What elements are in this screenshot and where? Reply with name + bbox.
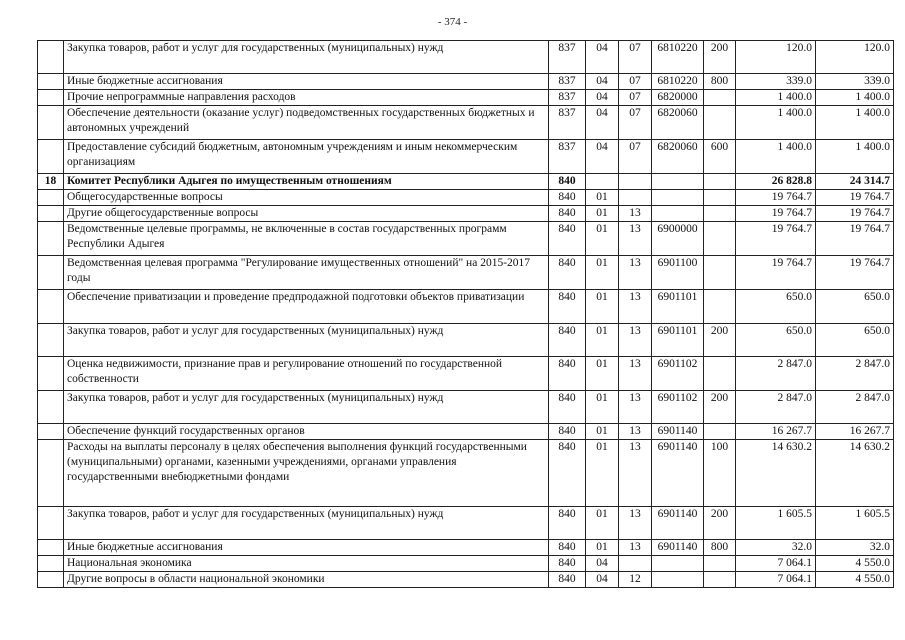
- admin-code-cell: 840: [549, 256, 586, 290]
- amount-year2-cell: 19 764.7: [816, 190, 894, 206]
- target-article-cell: 6901100: [652, 256, 704, 290]
- row-number-cell: [38, 106, 64, 140]
- amount-year1-cell: 2 847.0: [736, 357, 816, 391]
- section-code-cell: 01: [586, 357, 619, 391]
- amount-year2-cell: 4 550.0: [816, 556, 894, 572]
- amount-year2-cell: 4 550.0: [816, 572, 894, 588]
- target-article-cell: 6901140: [652, 540, 704, 556]
- section-code-cell: 01: [586, 324, 619, 357]
- amount-year2-cell: 650.0: [816, 290, 894, 324]
- expense-name-cell: Расходы на выплаты персоналу в целях обеспечения выполнения функций государственными (муниципальными) органами, казенными учреждениями, органами управления государственными внебюджетными фондами: [64, 440, 549, 507]
- amount-year2-cell: 120.0: [816, 41, 894, 74]
- expense-type-cell: [704, 424, 736, 440]
- amount-year1-cell: 2 847.0: [736, 391, 816, 424]
- row-number-cell: [38, 206, 64, 222]
- admin-code-cell: 840: [549, 540, 586, 556]
- target-article-cell: 6810220: [652, 74, 704, 90]
- target-article-cell: 6901101: [652, 290, 704, 324]
- amount-year1-cell: 7 064.1: [736, 556, 816, 572]
- table-row: [38, 290, 894, 324]
- expense-type-cell: 100: [704, 440, 736, 507]
- target-article-cell: 6901102: [652, 391, 704, 424]
- expense-name-cell: Национальная экономика: [64, 556, 549, 572]
- page-number: - 374 -: [437, 16, 468, 28]
- amount-year2-cell: 2 847.0: [816, 391, 894, 424]
- expense-type-cell: [704, 106, 736, 140]
- table-row: [38, 507, 894, 540]
- expense-type-cell: [704, 256, 736, 290]
- section-code-cell: 04: [586, 572, 619, 588]
- table-body: [38, 41, 894, 588]
- admin-code-cell: 840: [549, 222, 586, 256]
- expense-type-cell: 200: [704, 41, 736, 74]
- amount-year1-cell: 7 064.1: [736, 572, 816, 588]
- amount-year1-cell: 650.0: [736, 290, 816, 324]
- target-article-cell: 6901101: [652, 324, 704, 357]
- expense-name-cell: Ведомственные целевые программы, не включенные в состав государственных программ Республики Адыгея: [64, 222, 549, 256]
- table-row: [38, 256, 894, 290]
- amount-year1-cell: 19 764.7: [736, 190, 816, 206]
- expense-name-cell: Обеспечение приватизации и проведение предпродажной подготовки объектов приватизации: [64, 290, 549, 324]
- amount-year1-cell: 1 605.5: [736, 507, 816, 540]
- admin-code-cell: 840: [549, 556, 586, 572]
- amount-year1-cell: 14 630.2: [736, 440, 816, 507]
- expense-name-cell: Предоставление субсидий бюджетным, автономным учреждениям и иным некоммерческим организациям: [64, 140, 549, 174]
- table-row: [38, 174, 894, 190]
- row-number-cell: [38, 190, 64, 206]
- subsection-code-cell: 07: [619, 74, 652, 90]
- subsection-code-cell: [619, 174, 652, 190]
- expense-type-cell: [704, 90, 736, 106]
- section-code-cell: 01: [586, 190, 619, 206]
- table-row: [38, 41, 894, 74]
- target-article-cell: 6901140: [652, 424, 704, 440]
- target-article-cell: 6810220: [652, 41, 704, 74]
- amount-year2-cell: 339.0: [816, 74, 894, 90]
- subsection-code-cell: 13: [619, 324, 652, 357]
- section-code-cell: 01: [586, 440, 619, 507]
- expense-type-cell: [704, 357, 736, 391]
- amount-year1-cell: 19 764.7: [736, 222, 816, 256]
- table-row: [38, 440, 894, 507]
- subsection-code-cell: 13: [619, 357, 652, 391]
- expense-type-cell: 600: [704, 140, 736, 174]
- subsection-code-cell: 13: [619, 222, 652, 256]
- section-code-cell: 04: [586, 140, 619, 174]
- table-row: [38, 391, 894, 424]
- expense-name-cell: Закупка товаров, работ и услуг для государственных (муниципальных) нужд: [64, 507, 549, 540]
- target-article-cell: 6820000: [652, 90, 704, 106]
- section-code-cell: 04: [586, 90, 619, 106]
- expense-name-cell: Оценка недвижимости, признание прав и регулирование отношений по государственной собственности: [64, 357, 549, 391]
- expense-name-cell: Прочие непрограммные направления расходов: [64, 90, 549, 106]
- target-article-cell: 6900000: [652, 222, 704, 256]
- section-code-cell: 01: [586, 540, 619, 556]
- table-row: [38, 556, 894, 572]
- row-number-cell: [38, 507, 64, 540]
- section-code-cell: 01: [586, 290, 619, 324]
- amount-year2-cell: 16 267.7: [816, 424, 894, 440]
- expense-name-cell: Закупка товаров, работ и услуг для государственных (муниципальных) нужд: [64, 324, 549, 357]
- expense-type-cell: [704, 206, 736, 222]
- section-code-cell: 01: [586, 507, 619, 540]
- admin-code-cell: 840: [549, 440, 586, 507]
- amount-year1-cell: 650.0: [736, 324, 816, 357]
- subsection-code-cell: 13: [619, 424, 652, 440]
- admin-code-cell: 840: [549, 190, 586, 206]
- expense-type-cell: [704, 174, 736, 190]
- target-article-cell: [652, 190, 704, 206]
- admin-code-cell: 840: [549, 206, 586, 222]
- subsection-code-cell: 07: [619, 90, 652, 106]
- subsection-code-cell: 13: [619, 256, 652, 290]
- section-code-cell: 04: [586, 556, 619, 572]
- admin-code-cell: 840: [549, 424, 586, 440]
- target-article-cell: 6820060: [652, 106, 704, 140]
- amount-year1-cell: 1 400.0: [736, 106, 816, 140]
- row-number-cell: [38, 440, 64, 507]
- subsection-code-cell: [619, 556, 652, 572]
- target-article-cell: [652, 206, 704, 222]
- row-number-cell: [38, 140, 64, 174]
- expense-name-cell: Другие вопросы в области национальной экономики: [64, 572, 549, 588]
- section-code-cell: 04: [586, 74, 619, 90]
- admin-code-cell: 840: [549, 572, 586, 588]
- amount-year2-cell: 1 400.0: [816, 106, 894, 140]
- expense-name-cell: Другие общегосударственные вопросы: [64, 206, 549, 222]
- row-number-cell: [38, 572, 64, 588]
- expense-name-cell: Иные бюджетные ассигнования: [64, 540, 549, 556]
- section-code-cell: 01: [586, 424, 619, 440]
- amount-year1-cell: 32.0: [736, 540, 816, 556]
- row-number-cell: [38, 556, 64, 572]
- expense-type-cell: 200: [704, 391, 736, 424]
- expense-name-cell: Обеспечение функций государственных органов: [64, 424, 549, 440]
- amount-year2-cell: 1 605.5: [816, 507, 894, 540]
- admin-code-cell: 840: [549, 507, 586, 540]
- table-row: [38, 572, 894, 588]
- amount-year2-cell: 1 400.0: [816, 140, 894, 174]
- admin-code-cell: 837: [549, 41, 586, 74]
- section-code-cell: 01: [586, 391, 619, 424]
- amount-year2-cell: 19 764.7: [816, 206, 894, 222]
- expense-name-cell: Комитет Республики Адыгея по имущественным отношениям: [64, 174, 549, 190]
- amount-year1-cell: 1 400.0: [736, 140, 816, 174]
- amount-year2-cell: 1 400.0: [816, 90, 894, 106]
- expense-name-cell: Обеспечение деятельности (оказание услуг) подведомственных государственных бюджетных и автономных учреждений: [64, 106, 549, 140]
- expense-type-cell: [704, 572, 736, 588]
- target-article-cell: 6901102: [652, 357, 704, 391]
- amount-year2-cell: 19 764.7: [816, 222, 894, 256]
- table-row: [38, 222, 894, 256]
- admin-code-cell: 840: [549, 357, 586, 391]
- table-row: [38, 90, 894, 106]
- table-row: [38, 206, 894, 222]
- admin-code-cell: 840: [549, 290, 586, 324]
- section-code-cell: 04: [586, 106, 619, 140]
- subsection-code-cell: 13: [619, 290, 652, 324]
- row-number-cell: 18: [38, 174, 64, 190]
- expense-type-cell: [704, 290, 736, 324]
- row-number-cell: [38, 74, 64, 90]
- expense-type-cell: [704, 222, 736, 256]
- row-number-cell: [38, 391, 64, 424]
- subsection-code-cell: 07: [619, 41, 652, 74]
- expense-type-cell: 800: [704, 540, 736, 556]
- admin-code-cell: 840: [549, 174, 586, 190]
- admin-code-cell: 840: [549, 391, 586, 424]
- expense-name-cell: Закупка товаров, работ и услуг для государственных (муниципальных) нужд: [64, 391, 549, 424]
- amount-year2-cell: 32.0: [816, 540, 894, 556]
- table-row: [38, 357, 894, 391]
- amount-year2-cell: 14 630.2: [816, 440, 894, 507]
- row-number-cell: [38, 256, 64, 290]
- row-number-cell: [38, 222, 64, 256]
- row-number-cell: [38, 540, 64, 556]
- target-article-cell: 6901140: [652, 440, 704, 507]
- section-code-cell: [586, 174, 619, 190]
- amount-year1-cell: 26 828.8: [736, 174, 816, 190]
- expense-type-cell: 200: [704, 507, 736, 540]
- section-code-cell: 01: [586, 206, 619, 222]
- amount-year1-cell: 1 400.0: [736, 90, 816, 106]
- admin-code-cell: 837: [549, 140, 586, 174]
- row-number-cell: [38, 357, 64, 391]
- expense-name-cell: Общегосударственные вопросы: [64, 190, 549, 206]
- amount-year2-cell: 650.0: [816, 324, 894, 357]
- amount-year1-cell: 120.0: [736, 41, 816, 74]
- row-number-cell: [38, 41, 64, 74]
- row-number-cell: [38, 90, 64, 106]
- subsection-code-cell: 13: [619, 206, 652, 222]
- admin-code-cell: 840: [549, 324, 586, 357]
- subsection-code-cell: 12: [619, 572, 652, 588]
- table-row: [38, 324, 894, 357]
- row-number-cell: [38, 290, 64, 324]
- amount-year2-cell: 2 847.0: [816, 357, 894, 391]
- table-row: [38, 424, 894, 440]
- amount-year1-cell: 339.0: [736, 74, 816, 90]
- table-row: [38, 74, 894, 90]
- target-article-cell: 6820060: [652, 140, 704, 174]
- admin-code-cell: 837: [549, 90, 586, 106]
- budget-table: [37, 40, 894, 588]
- expense-type-cell: [704, 190, 736, 206]
- target-article-cell: [652, 572, 704, 588]
- section-code-cell: 04: [586, 41, 619, 74]
- amount-year1-cell: 19 764.7: [736, 206, 816, 222]
- expense-type-cell: 200: [704, 324, 736, 357]
- expense-type-cell: 800: [704, 74, 736, 90]
- expense-type-cell: [704, 556, 736, 572]
- row-number-cell: [38, 424, 64, 440]
- subsection-code-cell: 07: [619, 106, 652, 140]
- expense-name-cell: Иные бюджетные ассигнования: [64, 74, 549, 90]
- target-article-cell: [652, 556, 704, 572]
- expense-name-cell: Ведомственная целевая программа "Регулирование имущественных отношений" на 2015-2017 годы: [64, 256, 549, 290]
- target-article-cell: 6901140: [652, 507, 704, 540]
- subsection-code-cell: 13: [619, 507, 652, 540]
- amount-year2-cell: 19 764.7: [816, 256, 894, 290]
- amount-year1-cell: 16 267.7: [736, 424, 816, 440]
- section-code-cell: 01: [586, 222, 619, 256]
- admin-code-cell: 837: [549, 74, 586, 90]
- table-row: [38, 190, 894, 206]
- amount-year1-cell: 19 764.7: [736, 256, 816, 290]
- subsection-code-cell: 13: [619, 391, 652, 424]
- target-article-cell: [652, 174, 704, 190]
- subsection-code-cell: [619, 190, 652, 206]
- table-row: [38, 106, 894, 140]
- amount-year2-cell: 24 314.7: [816, 174, 894, 190]
- table-row: [38, 540, 894, 556]
- subsection-code-cell: 07: [619, 140, 652, 174]
- row-number-cell: [38, 324, 64, 357]
- expense-name-cell: Закупка товаров, работ и услуг для государственных (муниципальных) нужд: [64, 41, 549, 74]
- subsection-code-cell: 13: [619, 540, 652, 556]
- section-code-cell: 01: [586, 256, 619, 290]
- subsection-code-cell: 13: [619, 440, 652, 507]
- table-row: [38, 140, 894, 174]
- admin-code-cell: 837: [549, 106, 586, 140]
